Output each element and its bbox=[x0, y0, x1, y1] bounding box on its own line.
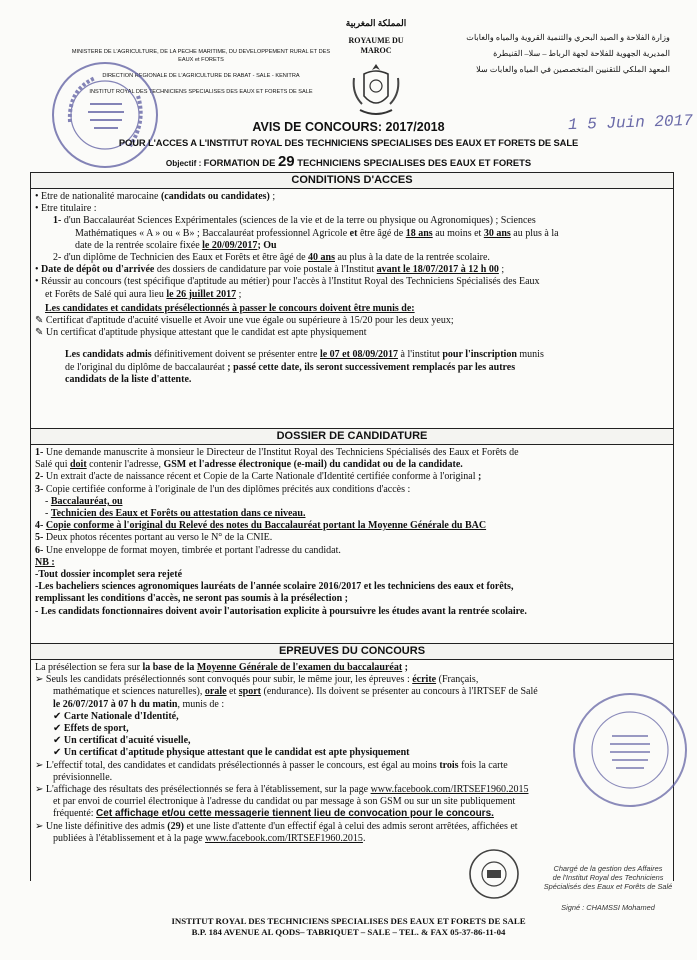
arabic-line-2: المديرية الجهوية للفلاحة لجهة الرباط – سلا– القنيطرة bbox=[493, 49, 670, 58]
dossier-item-5: 5- Deux photos récentes portant au verso le N° de la CNIE. bbox=[35, 532, 273, 544]
epreuves-item-3-line-2: et par envoi de courriel électronique à l'adresse du candidat ou par message à son GSM ou sur un site publiquement bbox=[53, 796, 516, 808]
signature-line-2: de l'Institut Royal des Techniciens bbox=[552, 873, 664, 882]
arabic-line-1: وزارة الفلاحة و الصيد البحري والتنمية القروية والمياه والغابات bbox=[466, 33, 670, 42]
ministry-line-1: MINISTERE DE L'AGRICULTURE, DE LA PECHE MARITIME, DU DEVELOPPEMENT RURAL ET DES bbox=[71, 49, 331, 55]
pen-icon: ✎ bbox=[35, 327, 44, 339]
dossier-nb: NB : bbox=[35, 556, 55, 568]
objective-post: TECHNICIENS SPECIALISES DES EAUX ET FORETS bbox=[294, 157, 532, 168]
royaume-arabic: المملكة المغربية bbox=[345, 18, 407, 28]
arrow-icon: ➢ bbox=[35, 784, 44, 796]
objective-line bbox=[0, 153, 697, 170]
cond-item-2: 2- d'un diplôme de Technicien des Eaux et Forêts et être âgé de 40 ans au plus à la date de la rentrée scolaire. bbox=[53, 252, 490, 264]
ministry-line-2: EAUX et FORETS bbox=[178, 57, 224, 63]
dossier-body bbox=[31, 445, 673, 620]
arabic-line-3: المعهد الملكي للتقنيين المتخصصين في المياه والغابات سلا bbox=[476, 65, 670, 74]
institute-stamp-icon bbox=[570, 690, 690, 810]
moroccan-emblem-icon bbox=[350, 60, 402, 120]
conditions-title: CONDITIONS D'ACCES bbox=[31, 173, 673, 189]
epreuves-item-1: ➢ Seuls les candidats présélectionnés sont convoqués pour subir, le même jour, les épreuves : écrite (Français, bbox=[35, 674, 479, 686]
cond-bullet-2: • Etre titulaire : bbox=[35, 203, 97, 215]
cond-item-1: 1- d'un Baccalauréat Sciences Expérimentales (sciences de la vie et de la terre ou physique ou Agronomiques) ; Sciences bbox=[53, 215, 536, 227]
epreuves-title: EPREUVES DU CONCOURS bbox=[31, 644, 673, 660]
checkmark-icon: ✔ bbox=[53, 710, 62, 722]
dossier-item-6: 6- Une enveloppe de format moyen, timbrée et portant l'adresse du candidat. bbox=[35, 544, 341, 556]
objective-pre: FORMATION DE bbox=[203, 157, 278, 168]
checkmark-icon: ✔ bbox=[53, 723, 62, 735]
dossier-item-1: 1- Une demande manuscrite à monsieur le Directeur de l'Institut Royal des Techniciens Spécialisés des Eaux et Forêts de bbox=[35, 447, 519, 458]
royaume-line-2: MAROC bbox=[360, 46, 392, 55]
cond-muni-2: ✎ Un certificat d'aptitude physique attestant que le candidat est apte physiquement bbox=[35, 327, 367, 339]
epreuves-check-1: ✔ Carte Nationale d'Identité, bbox=[53, 710, 179, 722]
epreuves-item-4-line-2: publiées à l'établissement et à la page www.facebook.com/IRTSEF1960.2015. bbox=[53, 832, 366, 844]
epreuves-item-4: ➢ Une liste définitive des admis (29) et une liste d'attente d'un effectif égal à celui des admis seront arrêtées, affichées et bbox=[35, 820, 518, 832]
epreuves-check-2: ✔ Effets de sport, bbox=[53, 723, 129, 735]
epreuves-check-4: ✔ Un certificat d'aptitude physique attestant que le candidat est apte physiquement bbox=[53, 747, 410, 759]
page-title: AVIS DE CONCOURS: 2017/2018 bbox=[252, 120, 445, 134]
cond-admis-line-3: candidats de la liste d'attente. bbox=[65, 373, 192, 385]
cond-item-1-line-2: Mathématiques « A » ou « B» ; Baccalauréat professionnel Agricole et être âgé de 18 ans au moins et 30 ans au plus à la bbox=[75, 227, 559, 239]
epreuves-item-2: ➢ L'effectif total, des candidates et candidats présélectionnés à passer le concours, est égal au moins trois fois la carte bbox=[35, 759, 508, 771]
cond-bullet-4-line-2: et Forêts de Salé qui aura lieu le 26 juillet 2017 ; bbox=[45, 288, 242, 300]
arrow-icon: ➢ bbox=[35, 820, 44, 832]
small-seal-icon bbox=[468, 848, 520, 900]
cond-admis: Les candidats admis définitivement doivent se présenter entre le 07 et 08/09/2017 à l'institut pour l'inscription munis bbox=[65, 349, 544, 361]
signature-line-1: Chargé de la gestion des Affaires bbox=[553, 864, 663, 873]
epreuves-item-3-line-3: fréquenté: Cet affichage et/ou cette messagerie tiennent lieu de convocation pour le concours. bbox=[53, 808, 494, 820]
cond-muni-heading: Les candidates et candidats présélectionnés à passer le concours doivent être munis de: bbox=[45, 302, 415, 314]
dossier-section bbox=[30, 428, 674, 648]
dossier-nb-1: -Tout dossier incomplet sera rejeté bbox=[35, 569, 183, 581]
checkmark-icon: ✔ bbox=[53, 747, 62, 759]
epreuves-intro: La présélection se fera sur la base de la Moyenne Générale de l'examen du baccalauréat ; bbox=[35, 662, 408, 673]
dossier-item-1-line-2: Salé qui doit contenir l'adresse, GSM et l'adresse électronique (e-mail) du candidat ou de la candidate. bbox=[35, 459, 463, 471]
header-center bbox=[336, 18, 416, 56]
date-stamp: 1 5 Juin 2017 bbox=[567, 111, 694, 135]
royaume-line-1: ROYAUME DU bbox=[348, 36, 404, 45]
facebook-link-2[interactable]: www.facebook.com/IRTSEF1960.2015 bbox=[205, 832, 363, 844]
cond-admis-line-2: de l'original du diplôme de baccalauréat ; passé cette date, ils seront successivement remplacés par les autres bbox=[65, 361, 516, 373]
epreuves-item-1-line-2: mathématique et sciences naturelles), orale et sport (endurance). Ils doivent se présenter au concours à l'IRTSEF de Salé bbox=[53, 686, 538, 698]
conditions-section bbox=[30, 172, 674, 432]
signature-line-3: Spécialisés des Eaux et Forêts de Salé bbox=[543, 882, 673, 891]
cond-bullet-4: • Réussir au concours (test spécifique d'aptitude au métier) pour l'accès à l'Institut Royal des Techniciens Spécialisés des Eaux bbox=[35, 276, 540, 288]
ministry-line-4: INSTITUT ROYAL DES TECHNICIENS SPECIALISES DES EAUX ET FORETS DE SALE bbox=[89, 89, 313, 95]
arrow-icon: ➢ bbox=[35, 759, 44, 771]
conditions-body bbox=[31, 189, 673, 388]
dossier-item-3: 3- Copie certifiée conforme à l'originale de l'un des diplômes précités aux conditions d'accès : bbox=[35, 483, 411, 495]
objective-number: 29 bbox=[277, 153, 295, 170]
dossier-nb-2: -Les bacheliers sciences agronomiques lauréats de l'année scolaire 2016/2017 et les techniciens des eaux et forêts, bbox=[35, 581, 514, 593]
epreuves-item-2-line-2: prévisionnelle. bbox=[53, 771, 113, 783]
footer-line-1: INSTITUT ROYAL DES TECHNICIENS SPECIALISES DES EAUX ET FORETS DE SALE bbox=[171, 916, 526, 926]
cond-item-1-line-3: date de la rentrée scolaire fixée le 20/09/2017; Ou bbox=[75, 239, 277, 251]
dossier-title: DOSSIER DE CANDIDATURE bbox=[31, 429, 673, 445]
dossier-nb-2b: remplissant les conditions d'accès, ne seront pas soumis à la présélection ; bbox=[35, 593, 348, 605]
ministry-line-3: DIRECTION REGIONALE DE L'AGRICULTURE DE RABAT - SALE - KENITRA bbox=[102, 73, 300, 79]
checkmark-icon: ✔ bbox=[53, 735, 62, 747]
arrow-icon: ➢ bbox=[35, 674, 44, 686]
dossier-item-4: 4- Copie conforme à l'original du Relevé des notes du Baccalauréat portant la Moyenne Générale du BAC bbox=[35, 520, 487, 532]
pen-icon: ✎ bbox=[35, 315, 44, 327]
header-right-arabic bbox=[420, 30, 670, 78]
dossier-item-3b: - Technicien des Eaux et Forêts ou attestation dans ce niveau. bbox=[45, 508, 306, 520]
objective-label: Objectif : bbox=[165, 159, 204, 168]
footer-line-2: B.P. 184 AVENUE AL QODS– TABRIQUET – SALE – TEL. & FAX 05-37-86-11-04 bbox=[191, 927, 506, 937]
epreuves-check-3: ✔ Un certificat d'acuité visuelle, bbox=[53, 735, 191, 747]
signature-block bbox=[528, 864, 688, 912]
title-subline: POUR L'ACCES A L'INSTITUT ROYAL DES TECHNICIENS SPECIALISES DES EAUX ET FORETS DE SALE bbox=[118, 137, 579, 148]
epreuves-item-3: ➢ L'affichage des résultats des présélectionnés se fera à l'établissement, sur la page www.facebook.com/IRTSEF1960.2015 bbox=[35, 784, 529, 796]
cond-bullet-3: • Date de dépôt ou d'arrivée des dossiers de candidature par voie postale à l'Institut avant le 18/07/2017 à 12 h 00 ; bbox=[35, 264, 505, 276]
dossier-item-3a: - Baccalauréat, ou bbox=[45, 495, 123, 507]
footer bbox=[0, 916, 697, 938]
cond-muni-1: ✎ Certificat d'aptitude d'acuité visuelle et Avoir une vue égale ou supérieure à 15/20 pour les deux yeux; bbox=[35, 315, 454, 327]
facebook-link[interactable]: www.facebook.com/IRTSEF1960.2015 bbox=[370, 784, 529, 796]
dossier-nb-3: - Les candidats fonctionnaires doivent avoir l'autorisation explicite à poursuivre les études avant la rentrée scolaire. bbox=[35, 605, 527, 617]
cond-bullet-1: • Etre de nationalité marocaine (candidats ou candidates) ; bbox=[35, 191, 276, 202]
dossier-item-2: 2- Un extrait d'acte de naissance récent et Copie de la Carte Nationale d'Identité certifiée conforme à l'original ; bbox=[35, 471, 482, 483]
signature-line-4: Signé : CHAMSSI Mohamed bbox=[561, 903, 655, 912]
epreuves-item-1-line-3: le 26/07/2017 à 07 h du matin, munis de : bbox=[53, 698, 225, 710]
